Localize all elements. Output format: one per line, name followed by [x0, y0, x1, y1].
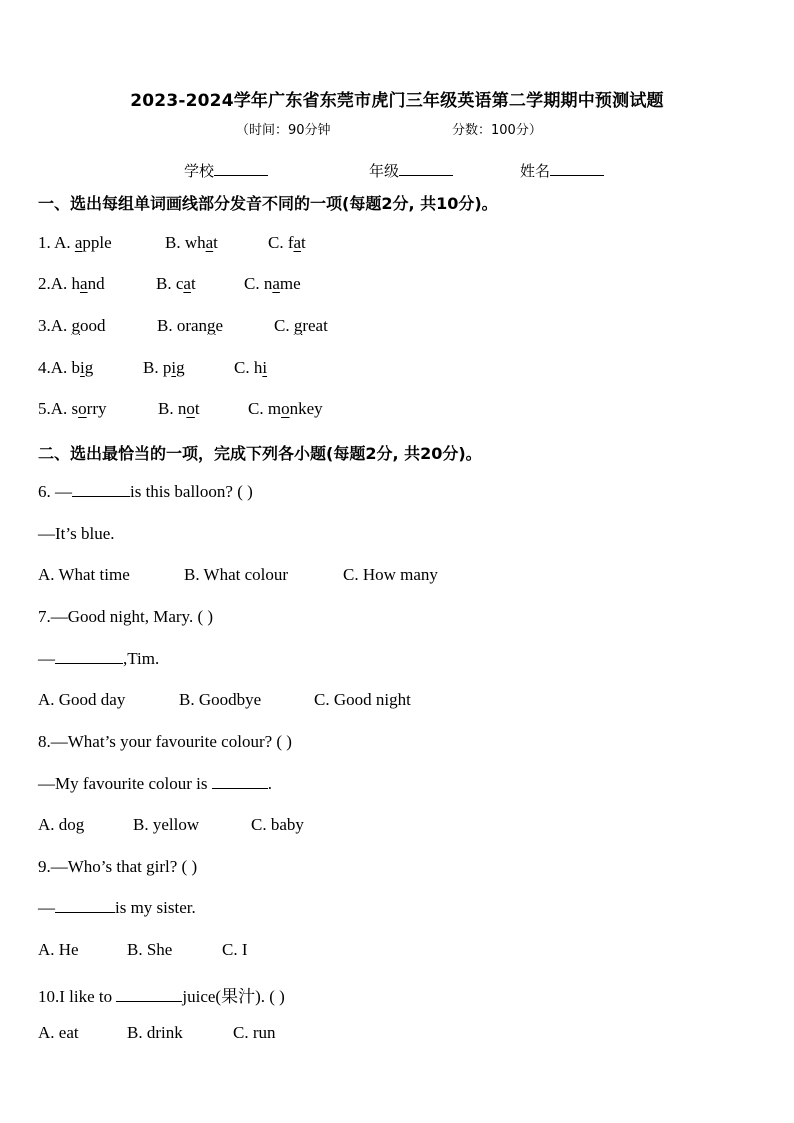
option-b-underlined: i [171, 358, 177, 377]
option-c-underlined: a [272, 274, 280, 293]
option-a-post: ood [80, 316, 106, 335]
option-c-post: reat [302, 316, 328, 335]
q9-option-c: C. I [222, 940, 248, 959]
question-9: 9.—Who’s that girl? ( ) [38, 857, 198, 876]
option-b-underlined: a [205, 233, 214, 252]
option-b-post: g [176, 358, 185, 377]
option-a-pre: A. [54, 233, 75, 252]
answer-blank [55, 649, 123, 664]
option-b-underlined: g [207, 316, 216, 335]
option-a-underlined: g [71, 316, 81, 335]
option-a-underlined: o [78, 399, 87, 418]
question-6-response: —It’s blue. [38, 524, 115, 543]
s1-item-5-option-b [158, 399, 200, 419]
response-prefix: —My favourite colour is [38, 774, 212, 793]
item-number: 3. [38, 316, 51, 335]
option-b-pre: B. c [156, 274, 184, 293]
option-c-pre: C. n [244, 274, 273, 293]
option-b-underlined: o [186, 399, 195, 418]
answer-blank [212, 774, 268, 789]
q6-option-c: C. How many [343, 565, 438, 584]
item-number: 4. [38, 358, 51, 377]
item-number: 5. [38, 399, 51, 418]
q7-option-a: A. Good day [38, 690, 126, 709]
option-b-pre: B. n [158, 399, 187, 418]
option-a-post: pple [82, 233, 112, 252]
option-c-pre: C. h [234, 358, 263, 377]
question-7: 7.—Good night, Mary. ( ) [38, 607, 214, 626]
question-prefix: 6. — [38, 482, 72, 501]
s1-item-3 [38, 316, 106, 336]
response-suffix: . [267, 774, 272, 793]
option-c-post: nkey [289, 399, 323, 418]
q8-option-a: A. dog [38, 815, 85, 834]
s1-item-2-option-b [156, 274, 196, 294]
s1-item-2-option-c [244, 274, 301, 294]
item-number: 1. [38, 233, 55, 252]
q10-option-c: C. run [233, 1023, 276, 1042]
option-c-underlined: a [293, 233, 302, 252]
option-a-pre: A. b [50, 358, 81, 377]
option-b-pre: B. p [143, 358, 172, 377]
response-prefix: — [38, 649, 55, 668]
section1-heading: 一、选出每组单词画线部分发音不同的一项(每题2分, 共10分)。 [38, 194, 498, 213]
option-a-underlined: a [80, 274, 88, 293]
school-blank [214, 161, 268, 176]
section2-heading: 二、选出最恰当的一项，完成下列各小题(每题2分, 共20分)。 [38, 444, 482, 463]
name-field [520, 160, 604, 181]
response-suffix: is my sister. [115, 898, 196, 917]
question-9-response [38, 898, 196, 918]
question-prefix: 10.I like to [38, 987, 117, 1006]
option-b-post: t [194, 399, 200, 418]
time-limit: （时间：90分钟 [236, 123, 331, 138]
response-prefix: — [38, 898, 55, 917]
option-a-underlined: a [74, 233, 83, 252]
option-a-post: g [84, 358, 94, 377]
grade-label: 年级 [369, 162, 400, 180]
option-c-pre: C. f [268, 233, 294, 252]
q9-option-b: B. She [127, 940, 173, 959]
s1-item-4 [38, 358, 93, 378]
question-10 [38, 982, 285, 1007]
school-label: 学校 [184, 162, 215, 180]
option-a-pre: A. h [50, 274, 81, 293]
option-b-underlined: a [183, 274, 191, 293]
option-c-underlined: o [281, 399, 290, 418]
question-8-response [38, 774, 272, 794]
question-suffix: juice(果汁). ( ) [182, 987, 285, 1006]
grade-field [369, 160, 453, 181]
q8-option-b: B. yellow [133, 815, 200, 834]
q7-option-c: C. Good night [314, 690, 411, 709]
s1-item-3-option-c [274, 316, 328, 336]
s1-item-4-option-b [143, 358, 185, 378]
response-suffix: ,Tim. [123, 649, 160, 668]
answer-blank [55, 898, 115, 913]
option-b-post: t [190, 274, 196, 293]
q7-option-b: B. Goodbye [179, 690, 262, 709]
name-blank [550, 161, 604, 176]
question-7-response [38, 649, 159, 669]
option-a-post: rry [86, 399, 107, 418]
page-title: 2023-2024学年广东省东莞市虎门三年级英语第二学期期中预测试题 [130, 91, 664, 111]
option-a-post: nd [87, 274, 105, 293]
total-score: 分数：100分） [452, 123, 542, 138]
answer-blank [116, 987, 182, 1002]
option-b-pre: B. wh [165, 233, 206, 252]
s1-item-2 [38, 274, 105, 294]
option-a-pre: A. s [50, 399, 79, 418]
option-c-underlined: g [293, 316, 303, 335]
q8-option-c: C. baby [251, 815, 304, 834]
option-a-underlined: i [80, 358, 85, 377]
question-suffix: is this balloon? ( ) [130, 482, 253, 501]
s1-item-3-option-b [157, 316, 223, 336]
s1-item-4-option-c [234, 358, 267, 378]
grade-blank [399, 161, 453, 176]
s1-item-1-option-b [165, 233, 218, 253]
question-8: 8.—What’s your favourite colour? ( ) [38, 732, 292, 751]
option-b-post: t [213, 233, 218, 252]
option-a-pre: A. [50, 316, 72, 335]
q6-option-a: A. What time [38, 565, 130, 584]
name-label: 姓名 [520, 162, 551, 180]
q9-option-a: A. He [38, 940, 79, 959]
option-b-post: e [215, 316, 224, 335]
s1-item-1 [38, 233, 112, 253]
s1-item-5 [38, 399, 106, 419]
q10-option-b: B. drink [127, 1023, 183, 1042]
q10-option-a: A. eat [38, 1023, 79, 1042]
option-c-post: t [301, 233, 306, 252]
s1-item-5-option-c [248, 399, 323, 419]
question-6 [38, 482, 253, 502]
option-c-post: me [279, 274, 301, 293]
option-c-underlined: i [262, 358, 268, 377]
option-c-pre: C. m [248, 399, 282, 418]
item-number: 2. [38, 274, 51, 293]
option-c-pre: C. [274, 316, 294, 335]
answer-blank [72, 482, 130, 497]
s1-item-1-option-c [268, 233, 306, 253]
q6-option-b: B. What colour [184, 565, 289, 584]
school-field [184, 160, 268, 181]
option-b-pre: B. oran [157, 316, 208, 335]
